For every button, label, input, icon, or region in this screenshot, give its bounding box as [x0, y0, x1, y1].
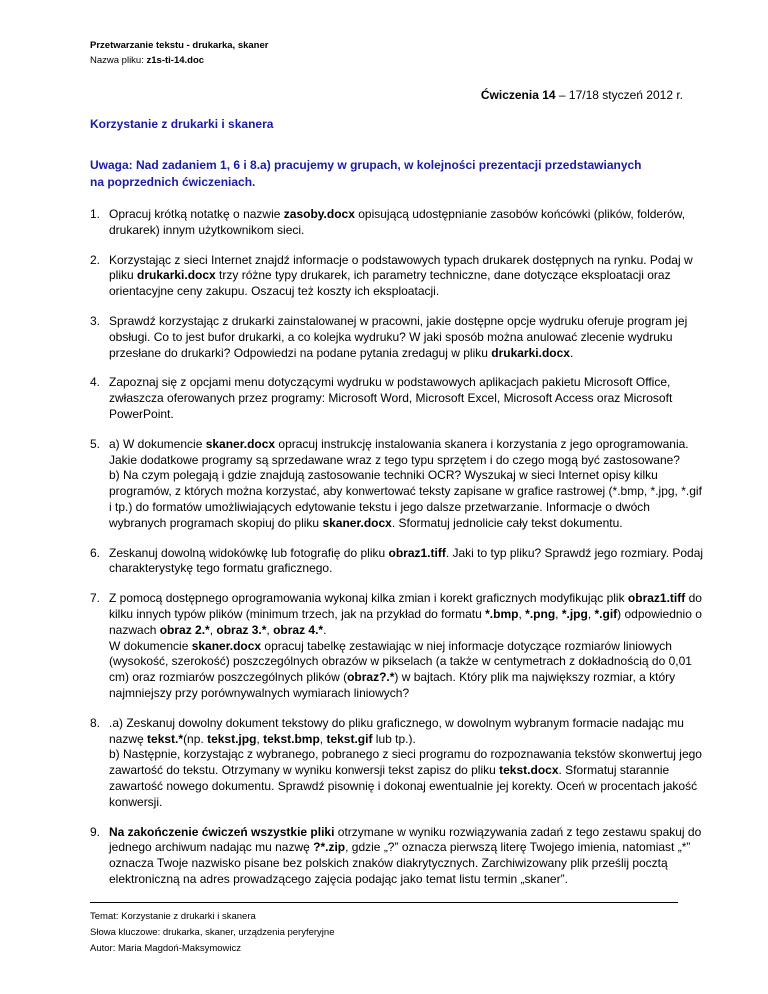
footer-topic: Temat: Korzystanie z drukarki i skanera	[90, 911, 256, 922]
document-header	[90, 38, 268, 68]
format-bold: *.png	[525, 606, 556, 621]
filename-bold: drukarki.docx	[137, 268, 216, 283]
text-run: otrzymane w wyniku rozwiązywania zadań z tego zestawu spakuj do jednego archiwum nadając mu nazwę	[109, 824, 702, 855]
task-number: 5.	[90, 436, 101, 451]
text-run: , gdzie „?” oznacza pierwszą literę Twojego imienia, natomiast „*” oznacza Twoje nazwisko pisane bez polskich znaków diakrytycznych. Zarchiwizowany plik prześlij pocztą elektroniczną na adres prowadzącego zajęcia podając jako temat listu termin „skaner”.	[109, 840, 691, 886]
text-run: ,	[587, 606, 595, 621]
task-number: 2.	[90, 252, 101, 267]
filename-bold: tekst.jpg	[207, 731, 257, 746]
task-text-a	[109, 437, 707, 469]
text-run: Opracuj krótką notatkę o nazwie	[109, 207, 284, 221]
filename-bold: tekst.docx	[499, 763, 559, 778]
task-text-b	[109, 747, 707, 810]
task-item-2	[90, 252, 707, 300]
task-number: 7.	[90, 591, 101, 606]
task-text	[109, 825, 707, 888]
footer-keywords: Słowa kluczowe: drukarka, skaner, urządzenia peryferyjne	[90, 927, 335, 938]
text-run: do kilku innych typów plików (minimum trzech, jak na przykład do formatu	[109, 591, 702, 621]
task-number: 8.	[90, 715, 101, 730]
page-title: Korzystanie z drukarki i skanera	[90, 117, 274, 131]
task-text-a	[109, 716, 707, 748]
date-line	[481, 88, 683, 102]
footer-divider	[90, 902, 678, 903]
text-run: opracuj tabelkę zestawiając w niej informacje dotyczące rozmiarów liniowych (wysokość, szerokość) poszczególnych obrazów w pikselach (a także w centymetrach z dokładnością do 0,01 cm) oraz rozmiarów poszczególnych plików (	[109, 638, 692, 685]
task-number: 4.	[90, 375, 101, 390]
text-run: .	[323, 622, 327, 637]
text-run: . Sformatuj starannie zawartość nowego dokumentu. Sprawdź pisownię i dokonaj ewentualnie jej korekty. Oceń w procentach jakość konwersji.	[109, 763, 698, 809]
text-run: a) W dokumencie	[109, 436, 206, 451]
task-item-9	[90, 824, 707, 888]
text-run: ,	[266, 622, 274, 637]
task-number: 6.	[90, 545, 101, 560]
filename-bold: obraz1.tiff	[627, 591, 686, 606]
filename-bold: tekst.bmp	[263, 731, 320, 746]
text-run: trzy różne typy drukarek, ich parametry techniczne, dane dotyczące eksploatacji oraz orientacyjne ceny zakupu. Oszacuj też koszty ich eksploatacji.	[109, 268, 671, 299]
filename-bold: tekst.*	[147, 731, 184, 746]
filename-bold: zasoby.docx	[283, 207, 355, 221]
header-title: Przetwarzanie tekstu - drukarka, skaner	[90, 40, 269, 51]
text-run: .a) Zeskanuj dowolny dokument tekstowy do pliku graficznego, w dowolnym wybranym formacie nadając mu nazwę	[109, 715, 684, 746]
task-text-a	[109, 591, 707, 638]
filename-bold: obraz?.*	[347, 670, 395, 685]
exercise-date: – 17/18 styczeń 2012 r.	[555, 88, 683, 102]
format-bold: *.jpg	[561, 606, 588, 621]
text-run: b) Na czym polegają i gdzie znajdują zastosowanie techniki OCR? Wyszukaj w sieci Internet opisy kilku programów, z których można korzystać, aby konwertować teksty zapisane w grafice rastrowej (*.bmp, *.jpg, *.gif i tp.) do formatów umożliwiających edytowanie tekstu i jego dalsze przetwarzanie. Informacje o dwóch wybranych programach skopiuj do pliku	[109, 468, 702, 530]
task-item-7	[90, 591, 707, 702]
text-run: . Sformatuj jednolicie cały tekst dokumentu.	[391, 515, 623, 530]
task-text-b	[109, 468, 707, 531]
text-run: opisującą udostępnianie zasobów końcówki (plików, folderów, drukarek) innym użytkownikom sieci.	[109, 207, 686, 237]
warning-note: Uwaga: Nad zadaniem 1, 6 i 8.a) pracujemy w grupach, w kolejności prezentacji przedstawianych na poprzednich ćwiczeniach.	[90, 158, 642, 189]
text-run: b) Następnie, korzystając z wybranego, pobranego z sieci programu do rozpoznawania tekstów skonwertuj jego zawartość do tekstu. Otrzymany w wyniku konwersji tekst zapisz do pliku	[109, 747, 702, 778]
text-run: ,	[319, 731, 327, 746]
document-footer	[90, 909, 334, 957]
task-text: Zapoznaj się z opcjami menu dotyczącymi wydruku w podstawowych aplikacjach pakietu Microsoft Office, zwłaszcza oferowanych przez programy: Microsoft Word, Microsoft Excel, Microsoft Access oraz Microsoft PowerPoint.	[109, 375, 673, 421]
emphasis-bold: Na zakończenie ćwiczeń wszystkie pliki	[109, 824, 335, 839]
filename-bold: obraz 4.*	[273, 622, 324, 637]
task-item-6	[90, 545, 707, 578]
filename-bold: tekst.gif	[326, 731, 373, 746]
filename-bold: skaner.docx	[205, 436, 276, 451]
text-run: ,	[209, 622, 217, 637]
text-run: ,	[518, 606, 526, 621]
text-run: (np.	[183, 731, 208, 746]
text-run: ,	[555, 606, 562, 621]
format-bold: *.bmp	[485, 606, 519, 621]
task-number: 1.	[90, 207, 101, 221]
text-run: ) w bajtach. Który plik ma największy rozmiar, a który najmniejszy przy porównywalnych wymiarach liniowych?	[109, 670, 676, 700]
text-run: lub tp.).	[372, 731, 416, 746]
text-run: Sprawdź korzystając z drukarki zainstalowanej w pracowni, jakie dostępne opcje wydruku oferuje program jej obsługi. Co to jest bufor drukarki, a co kolejka wydruku? W jaki sposób można anulować zlecenie wydruku przesłane do drukarki? Odpowiedzi na podane pytania zredaguj w pliku	[109, 313, 688, 360]
task-item-5	[90, 436, 707, 532]
text-run: W dokumencie	[109, 638, 192, 653]
header-filename	[90, 53, 268, 68]
task-list	[90, 207, 707, 902]
task-text	[109, 253, 707, 300]
text-run: . Jaki to typ pliku? Sprawdź jego rozmiary. Podaj charakterystykę tego formatu graficznego.	[109, 545, 704, 576]
task-text	[109, 314, 707, 361]
text-run: ,	[256, 731, 264, 746]
task-item-1	[90, 207, 707, 239]
task-text	[109, 546, 707, 578]
task-item-8	[90, 715, 707, 811]
filename-bold: skaner.docx	[191, 638, 262, 653]
exercise-number: Ćwiczenia 14	[480, 88, 556, 102]
filename-bold: skaner.docx	[322, 515, 392, 530]
task-item-3	[90, 313, 707, 361]
filename-bold: obraz1.tiff	[388, 545, 446, 560]
format-bold: *.gif	[594, 606, 618, 621]
task-item-4	[90, 375, 707, 422]
filename-bold: obraz 3.*	[216, 622, 267, 637]
text-run: opracuj instrukcję instalowania skanera i korzystania z jego oprogramowania. Jakie dodatkowe programy są sprzedawane wraz z tego typu sprzętem i do czego mogą być zastosowane?	[109, 436, 689, 467]
text-run: ) odpowiednio o nazwach	[109, 606, 702, 637]
text-run: .	[569, 345, 574, 360]
text-run: Z pomocą dostępnego oprogramowania wykonaj kilka zmian i korekt graficznych modyfikując plik	[109, 591, 628, 606]
task-number: 9.	[90, 824, 101, 839]
text-run: Zeskanuj dowolną widokówkę lub fotografię do pliku	[109, 545, 389, 560]
task-text-b	[109, 639, 707, 702]
filename-label: Nazwa pliku:	[90, 55, 147, 66]
task-number: 3.	[90, 313, 101, 328]
filename-value: z1s-ti-14.doc	[146, 55, 205, 66]
text-run: Korzystając z sieci Internet znajdź informacje o podstawowych typach drukarek dostępnych na rynku. Podaj w pliku	[109, 252, 693, 283]
filename-bold: ?*.zip	[313, 840, 346, 855]
footer-author: Autor: Maria Magdoń-Maksymowicz	[90, 943, 241, 954]
filename-bold: drukarki.docx	[491, 345, 570, 360]
task-text	[109, 207, 707, 239]
filename-bold: obraz 2.*	[159, 622, 210, 637]
